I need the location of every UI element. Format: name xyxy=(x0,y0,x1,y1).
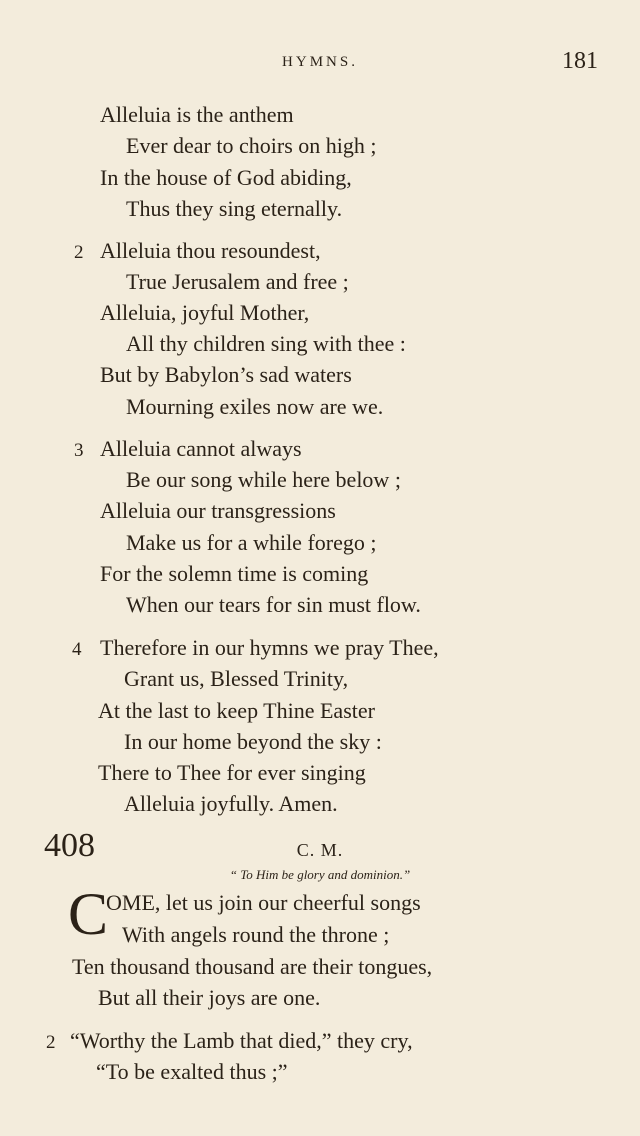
verse-line: All thy children sing with thee : xyxy=(126,331,406,356)
verse-line: At the last to keep Thine Easter xyxy=(98,698,375,723)
verse-line: Make us for a while forego ; xyxy=(126,530,377,555)
verse-line: With angels round the throne ; xyxy=(122,922,390,947)
verse-line: Alleluia joyfully. Amen. xyxy=(124,791,338,816)
verse-line: Ever dear to choirs on high ; xyxy=(126,133,377,158)
verse-line: “Worthy the Lamb that died,” they cry, xyxy=(70,1028,413,1053)
stanza-number: 4 xyxy=(72,639,82,660)
verse-line: Be our song while here below ; xyxy=(126,467,401,492)
verse-line: Ten thousand thousand are their tongues, xyxy=(72,954,433,979)
verse-line: In our home beyond the sky : xyxy=(124,729,382,754)
verse-line: Alleluia our transgressions xyxy=(100,498,336,523)
verse-line: Thus they sing eternally. xyxy=(126,196,343,221)
page-number: 181 xyxy=(562,48,598,74)
hymn-meter: C. M. xyxy=(296,840,344,860)
verse-line: OME, let us join our cheerful songs xyxy=(106,890,421,915)
verse-line: There to Thee for ever singing xyxy=(98,760,366,785)
verse-line: When our tears for sin must flow. xyxy=(126,592,421,617)
stanza-number: 2 xyxy=(46,1032,56,1053)
verse-line: Alleluia thou resoundest, xyxy=(100,238,321,263)
stanza-number: 3 xyxy=(74,440,84,461)
drop-cap: C xyxy=(68,881,109,947)
verse-line: Alleluia, joyful Mother, xyxy=(100,300,310,325)
verse-line: For the solemn time is coming xyxy=(100,561,369,586)
verse-line: Mourning exiles now are we. xyxy=(126,394,384,419)
verse-line: In the house of God abiding, xyxy=(100,165,352,190)
verse-line: Alleluia cannot always xyxy=(100,436,302,461)
verse-line: “To be exalted thus ;” xyxy=(96,1059,288,1084)
hymn-number: 408 xyxy=(44,827,95,864)
verse-line: But by Babylon’s sad waters xyxy=(100,362,352,387)
verse-line: But all their joys are one. xyxy=(98,985,321,1010)
hymn-epigraph: “ To Him be glory and dominion.” xyxy=(229,867,411,882)
verse-line: Grant us, Blessed Trinity, xyxy=(124,666,349,691)
verse-line: Therefore in our hymns we pray Thee, xyxy=(100,635,439,660)
verse-line: Alleluia is the anthem xyxy=(100,102,294,127)
verse-line: True Jerusalem and free ; xyxy=(126,269,349,294)
stanza-number: 2 xyxy=(74,242,84,263)
running-title: HYMNS. xyxy=(282,54,358,70)
